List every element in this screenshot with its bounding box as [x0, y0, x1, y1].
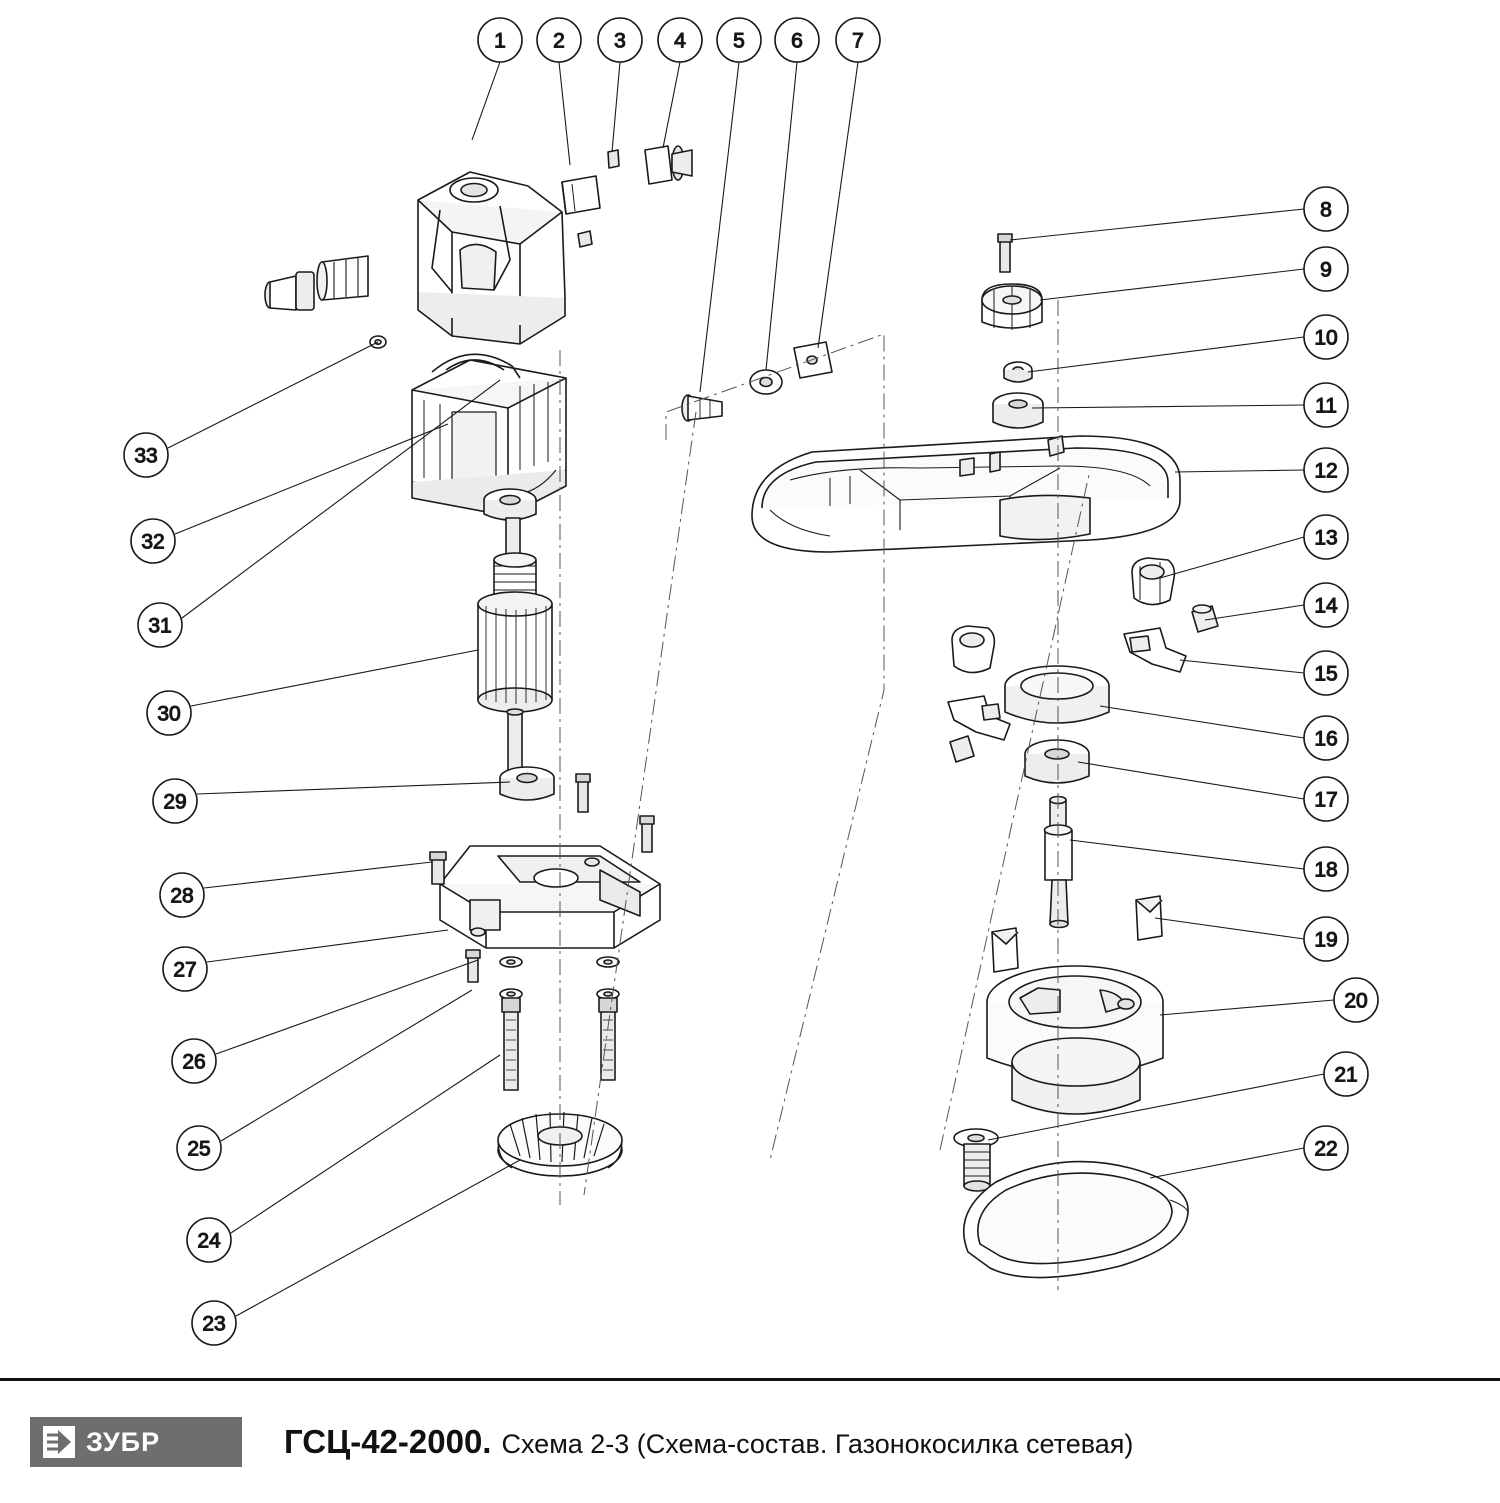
- arrow-in-square-icon: [42, 1425, 76, 1459]
- callout-leader-line: [207, 930, 448, 962]
- part-group-deck: [752, 234, 1218, 1278]
- callout-10[interactable]: [1304, 315, 1348, 359]
- callout-leader-line: [191, 650, 478, 706]
- part-bushing-11: [993, 393, 1043, 428]
- callout-28[interactable]: [160, 873, 204, 917]
- callout-23[interactable]: [192, 1301, 236, 1345]
- diagram-caption: [284, 1423, 1133, 1461]
- callout-15[interactable]: [1304, 651, 1348, 695]
- part-bracket-15b: [948, 696, 1010, 740]
- callout-label: 6: [791, 29, 803, 53]
- footer-bar: [0, 1378, 1500, 1503]
- callout-label: 19: [1314, 928, 1338, 952]
- callout-leader-line: [168, 342, 378, 448]
- callout-33[interactable]: [124, 433, 168, 477]
- callout-leader-line: [175, 424, 448, 534]
- callout-label: 17: [1314, 788, 1338, 812]
- part-stator: [412, 354, 566, 516]
- callout-label: 31: [148, 614, 172, 638]
- callout-13[interactable]: [1304, 515, 1348, 559]
- callout-1[interactable]: [478, 18, 522, 62]
- callout-leader-line: [216, 960, 478, 1054]
- callout-label: 18: [1314, 858, 1338, 882]
- part-washer-10: [1004, 362, 1032, 382]
- callout-leader-line: [472, 62, 500, 140]
- callout-label: 25: [187, 1137, 211, 1161]
- part-brush-block: [562, 176, 600, 214]
- callout-leader-line: [1070, 840, 1304, 869]
- callout-19[interactable]: [1304, 917, 1348, 961]
- callout-24[interactable]: [187, 1218, 231, 1262]
- callout-label: 10: [1314, 326, 1338, 350]
- part-deck-12: [752, 436, 1180, 552]
- part-blade-22: [964, 1162, 1188, 1278]
- callout-17[interactable]: [1304, 777, 1348, 821]
- part-screw-mid: [466, 950, 480, 982]
- callout-label: 28: [170, 884, 194, 908]
- part-screw-long-b: [576, 774, 590, 812]
- callout-3[interactable]: [598, 18, 642, 62]
- callout-5[interactable]: [717, 18, 761, 62]
- callout-11[interactable]: [1304, 383, 1348, 427]
- part-bolt-21: [954, 1129, 998, 1191]
- callout-7[interactable]: [836, 18, 880, 62]
- callout-18[interactable]: [1304, 847, 1348, 891]
- callout-31[interactable]: [138, 603, 182, 647]
- callout-8[interactable]: [1304, 187, 1348, 231]
- part-group-motor-housing: [265, 146, 832, 1176]
- callout-leader-line: [1180, 660, 1304, 673]
- part-washer-6: [750, 370, 782, 394]
- callout-label: 15: [1314, 662, 1338, 686]
- part-bearing-lower: [500, 767, 554, 800]
- part-ring-16: [1005, 666, 1109, 723]
- callout-label: 11: [1315, 394, 1337, 418]
- callout-4[interactable]: [658, 18, 702, 62]
- part-screw-8: [998, 234, 1012, 272]
- callout-14[interactable]: [1304, 583, 1348, 627]
- callout-label: 24: [197, 1229, 221, 1253]
- callout-label: 8: [1320, 198, 1332, 222]
- callout-label: 3: [614, 29, 626, 53]
- callout-leader-line: [700, 62, 739, 392]
- callout-leader-line: [197, 782, 510, 794]
- part-pin-14b: [950, 736, 974, 762]
- callout-6[interactable]: [775, 18, 819, 62]
- part-lower-housing: [440, 846, 660, 948]
- part-upper-housing: [418, 172, 565, 344]
- part-knob-9: [982, 284, 1042, 330]
- part-clamp-13: [1132, 558, 1174, 605]
- callout-leader-line: [1100, 706, 1304, 738]
- callout-label: 21: [1334, 1063, 1358, 1087]
- callout-29[interactable]: [153, 779, 197, 823]
- part-nut-tiny: [578, 231, 592, 247]
- part-key-19b: [992, 928, 1018, 972]
- part-side-bolt: [265, 256, 368, 310]
- callout-leader-line: [204, 862, 432, 888]
- callout-leader-line: [1155, 918, 1304, 939]
- callout-label: 27: [173, 958, 197, 982]
- callout-leader-line: [818, 62, 858, 348]
- callout-leader-line: [766, 62, 797, 370]
- part-armature: [478, 518, 552, 776]
- callout-label: 20: [1344, 989, 1368, 1013]
- brand-name: ЗУБР: [86, 1426, 161, 1457]
- callout-16[interactable]: [1304, 716, 1348, 760]
- part-bolt-long-right: [599, 998, 617, 1080]
- callout-leader-line: [1150, 1148, 1304, 1178]
- callout-25[interactable]: [177, 1126, 221, 1170]
- callout-leader-line: [1160, 537, 1304, 578]
- callout-30[interactable]: [147, 691, 191, 735]
- callout-label: 13: [1314, 526, 1338, 550]
- callout-21[interactable]: [1324, 1052, 1368, 1096]
- callout-leader-line: [1032, 405, 1304, 408]
- part-screw-long-a: [430, 852, 446, 884]
- callout-leader-line: [559, 62, 570, 165]
- part-clamp-13b: [952, 626, 994, 673]
- part-pin-small: [608, 150, 619, 168]
- callout-leader-line: [231, 1055, 500, 1233]
- callout-label: 16: [1314, 727, 1338, 751]
- callout-leader-line: [1040, 269, 1304, 300]
- callout-9[interactable]: [1304, 247, 1348, 291]
- callout-leader-line: [1028, 337, 1304, 372]
- brand-logo: [30, 1417, 242, 1467]
- part-bracket-15: [1124, 628, 1186, 672]
- callout-2[interactable]: [537, 18, 581, 62]
- callout-label: 4: [674, 29, 686, 53]
- callout-26[interactable]: [172, 1039, 216, 1083]
- callout-label: 22: [1314, 1137, 1338, 1161]
- callout-label: 9: [1320, 258, 1332, 282]
- callout-label: 23: [202, 1312, 226, 1336]
- callout-label: 29: [163, 790, 187, 814]
- callout-label: 12: [1314, 459, 1338, 483]
- part-drum-20: [987, 966, 1163, 1114]
- callout-22[interactable]: [1304, 1126, 1348, 1170]
- callout-label: 30: [157, 702, 181, 726]
- callout-20[interactable]: [1334, 978, 1378, 1022]
- callout-leader-line: [1078, 762, 1304, 799]
- callout-leader-line: [1010, 209, 1304, 240]
- callout-label: 14: [1314, 594, 1338, 618]
- callout-leader-line: [1175, 470, 1304, 472]
- callout-32[interactable]: [131, 519, 175, 563]
- callout-label: 7: [852, 29, 864, 53]
- callout-label: 2: [553, 29, 565, 53]
- scheme-description: Схема 2-3 (Схема-состав. Газонокосилка сетевая): [501, 1429, 1134, 1459]
- callout-label: 33: [134, 444, 158, 468]
- callout-leader-line: [612, 62, 620, 152]
- callout-label: 1: [494, 29, 506, 53]
- model-code: ГСЦ-42-2000.: [284, 1423, 492, 1460]
- callout-12[interactable]: [1304, 448, 1348, 492]
- part-screw-head: [645, 146, 692, 184]
- callout-leader-line: [236, 1160, 520, 1316]
- callout-leader-line: [1160, 1000, 1334, 1015]
- callout-label: 5: [733, 29, 745, 53]
- callout-leader-line: [1205, 605, 1304, 620]
- callout-27[interactable]: [163, 947, 207, 991]
- callout-leader-line: [221, 990, 472, 1141]
- part-bearing-upper: [484, 489, 536, 520]
- callout-layer: [124, 18, 1378, 1345]
- part-screw-long-c: [640, 816, 654, 852]
- callout-leader-line: [663, 62, 680, 148]
- callout-label: 32: [141, 530, 165, 554]
- part-bolt-long-left: [502, 998, 520, 1090]
- part-bearing-17: [1025, 740, 1089, 783]
- part-plate-7: [794, 342, 832, 378]
- callout-label: 26: [182, 1050, 206, 1074]
